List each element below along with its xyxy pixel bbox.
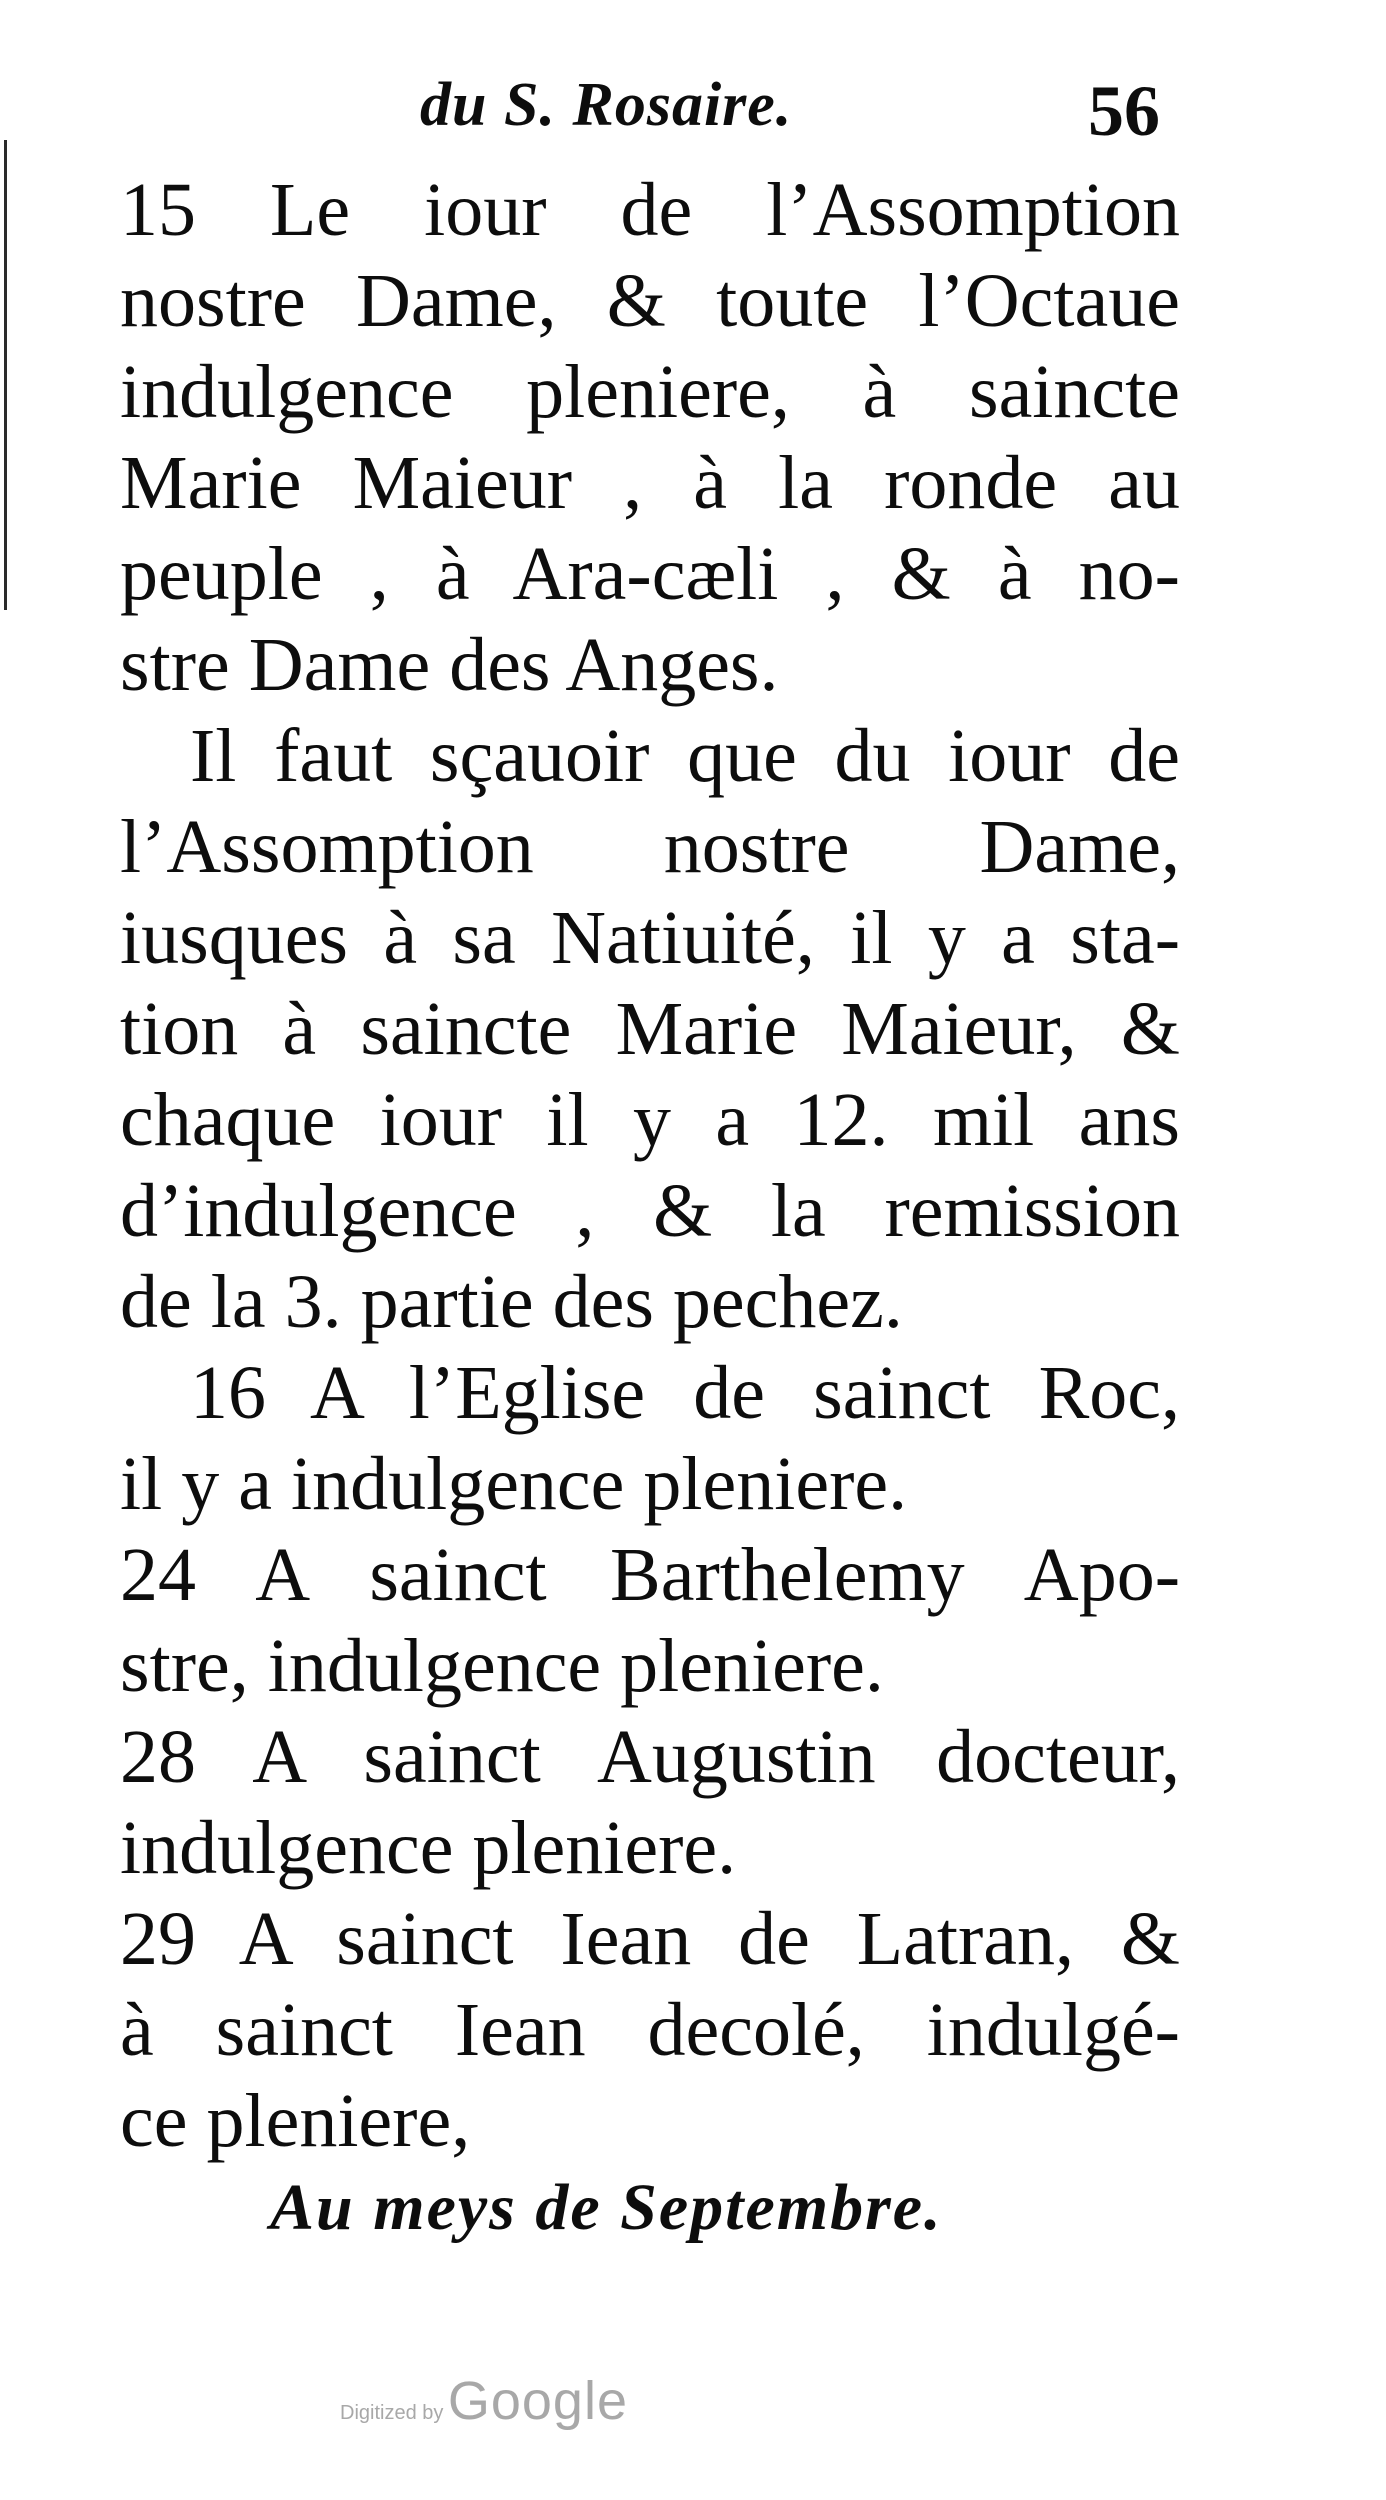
text-line: indulgence pleniere, à saincte [120, 350, 1180, 434]
text-line: 16 A l’Eglise de sainct Roc, [190, 1351, 1180, 1435]
body-text [120, 165, 1180, 2167]
text-line: 15 Le iour de l’Assomption [120, 168, 1180, 252]
text-line: d’indulgence , & la remission [120, 1169, 1180, 1253]
text-line: Marie Maieur , à la ronde au [120, 441, 1180, 525]
text-line: à sainct Iean decolé, indulgé- [120, 1988, 1180, 2072]
page-number: 56 [1088, 71, 1160, 151]
section-heading: Au meys de Septembre. [270, 2171, 943, 2244]
binding-edge-line [4, 140, 7, 610]
running-title: du S. Rosaire. [420, 71, 793, 139]
text-line: peuple , à Ara-cæli , & à no- [120, 532, 1180, 616]
text-line: tion à saincte Marie Maieur, & [120, 987, 1180, 1071]
watermark-brand: Google [447, 2371, 628, 2431]
text-line: chaque iour il y a 12. mil ans [120, 1078, 1180, 1162]
text-line: l’Assomption nostre Dame, [120, 805, 1180, 889]
text-line: indulgence pleniere. [120, 1806, 737, 1890]
text-line: 28 A sainct Augustin docteur, [120, 1715, 1180, 1799]
text-line: 29 A sainct Iean de Latran, & [120, 1897, 1180, 1981]
text-line: il y a indulgence pleniere. [120, 1442, 908, 1526]
text-line: stre Dame des Anges. [120, 623, 779, 707]
page-header [420, 70, 1160, 160]
text-line: 24 A sainct Barthelemy Apo- [120, 1533, 1180, 1617]
text-line: ce pleniere, [120, 2079, 471, 2163]
digitization-watermark [340, 2370, 628, 2432]
text-line: stre, indulgence pleniere. [120, 1624, 884, 1708]
text-line: Il faut sçauoir que du iour de [190, 714, 1180, 798]
text-line: iusques à sa Natiuité, il y a sta- [120, 896, 1180, 980]
watermark-prefix: Digitized by [340, 2402, 444, 2424]
text-line: de la 3. partie des pechez. [120, 1260, 903, 1344]
text-line: nostre Dame, & toute l’Octaue [120, 259, 1180, 343]
